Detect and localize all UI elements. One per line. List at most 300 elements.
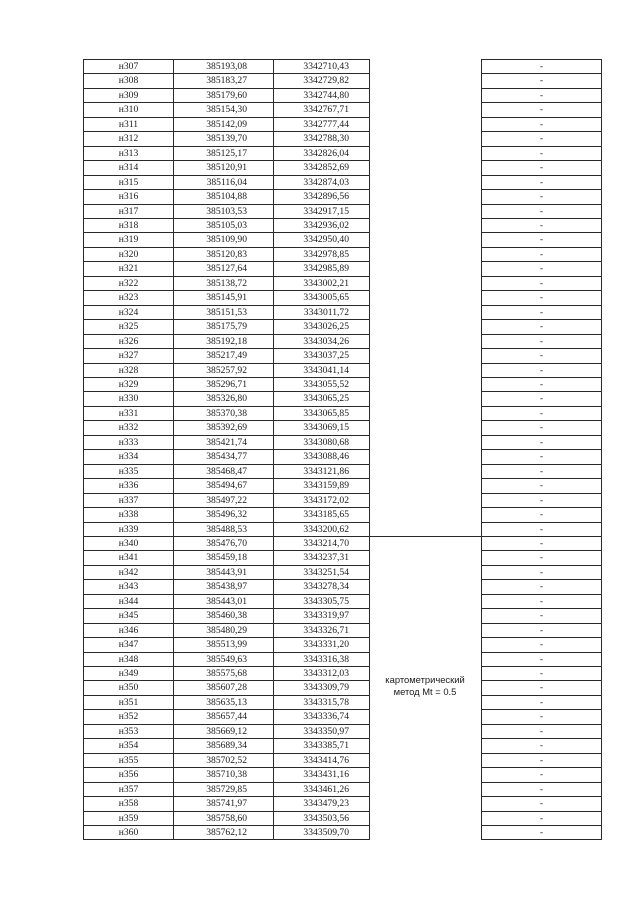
point-id-cell: н317: [84, 204, 174, 218]
x-coordinate-cell: 385758,60: [174, 811, 274, 825]
table-row: [84, 103, 602, 117]
point-id-cell: н348: [84, 652, 174, 666]
point-id-cell: н322: [84, 276, 174, 290]
table-row: [84, 132, 602, 146]
y-coordinate-cell: 3342729,82: [274, 74, 370, 88]
point-id-cell: н314: [84, 161, 174, 175]
table-row: [84, 218, 602, 232]
point-id-cell: н356: [84, 768, 174, 782]
accuracy-cell: -: [482, 724, 602, 738]
table-row: [84, 233, 602, 247]
table-row: [84, 247, 602, 261]
method-cell: [370, 768, 482, 782]
point-id-cell: н319: [84, 233, 174, 247]
accuracy-cell: -: [482, 580, 602, 594]
accuracy-cell: -: [482, 681, 602, 695]
y-coordinate-cell: 3343305,75: [274, 594, 370, 608]
x-coordinate-cell: 385175,79: [174, 320, 274, 334]
x-coordinate-cell: 385657,44: [174, 710, 274, 724]
table-row: [84, 377, 602, 391]
y-coordinate-cell: 3342744,80: [274, 88, 370, 102]
method-cell: [370, 88, 482, 102]
x-coordinate-cell: 385179,60: [174, 88, 274, 102]
accuracy-cell: -: [482, 88, 602, 102]
x-coordinate-cell: 385729,85: [174, 782, 274, 796]
point-id-cell: н329: [84, 377, 174, 391]
y-coordinate-cell: 3343336,74: [274, 710, 370, 724]
point-id-cell: н327: [84, 349, 174, 363]
table-row: [84, 190, 602, 204]
x-coordinate-cell: 385480,29: [174, 623, 274, 637]
y-coordinate-cell: 3342978,85: [274, 247, 370, 261]
accuracy-cell: -: [482, 565, 602, 579]
method-cell: [370, 652, 482, 666]
y-coordinate-cell: 3343414,76: [274, 753, 370, 767]
point-id-cell: н310: [84, 103, 174, 117]
method-cell: [370, 638, 482, 652]
method-cell: [370, 305, 482, 319]
point-id-cell: н355: [84, 753, 174, 767]
x-coordinate-cell: 385138,72: [174, 276, 274, 290]
y-coordinate-cell: 3342950,40: [274, 233, 370, 247]
table-row: [84, 551, 602, 565]
table-row: [84, 421, 602, 435]
method-cell: [370, 464, 482, 478]
accuracy-cell: -: [482, 161, 602, 175]
table-row: [84, 161, 602, 175]
x-coordinate-cell: 385257,92: [174, 363, 274, 377]
method-cell: [370, 262, 482, 276]
accuracy-cell: -: [482, 262, 602, 276]
method-cell: [370, 421, 482, 435]
method-cell: [370, 60, 482, 74]
table-row: [84, 60, 602, 74]
point-id-cell: н333: [84, 435, 174, 449]
x-coordinate-cell: 385127,64: [174, 262, 274, 276]
x-coordinate-cell: 385476,70: [174, 536, 274, 550]
table-row: [84, 681, 602, 695]
x-coordinate-cell: 385710,38: [174, 768, 274, 782]
point-id-cell: н330: [84, 392, 174, 406]
y-coordinate-cell: 3343316,38: [274, 652, 370, 666]
x-coordinate-cell: 385154,30: [174, 103, 274, 117]
method-cell: [370, 522, 482, 536]
accuracy-cell: -: [482, 652, 602, 666]
x-coordinate-cell: 385103,53: [174, 204, 274, 218]
y-coordinate-cell: 3342936,02: [274, 218, 370, 232]
y-coordinate-cell: 3343026,25: [274, 320, 370, 334]
method-cell: [370, 565, 482, 579]
accuracy-cell: -: [482, 305, 602, 319]
accuracy-cell: -: [482, 551, 602, 565]
accuracy-cell: -: [482, 638, 602, 652]
table-row: [84, 406, 602, 420]
x-coordinate-cell: 385635,13: [174, 695, 274, 709]
x-coordinate-cell: 385193,08: [174, 60, 274, 74]
method-cell: [370, 450, 482, 464]
x-coordinate-cell: 385125,17: [174, 146, 274, 160]
x-coordinate-cell: 385142,09: [174, 117, 274, 131]
y-coordinate-cell: 3343309,79: [274, 681, 370, 695]
method-cell: [370, 406, 482, 420]
y-coordinate-cell: 3342917,15: [274, 204, 370, 218]
y-coordinate-cell: 3343385,71: [274, 739, 370, 753]
table-row: [84, 349, 602, 363]
method-cell: [370, 291, 482, 305]
method-cell: [370, 233, 482, 247]
method-cell: [370, 132, 482, 146]
table-row: [84, 811, 602, 825]
y-coordinate-cell: 3343069,15: [274, 421, 370, 435]
accuracy-cell: -: [482, 623, 602, 637]
y-coordinate-cell: 3342896,56: [274, 190, 370, 204]
method-cell: [370, 175, 482, 189]
point-id-cell: н347: [84, 638, 174, 652]
table-row: [84, 291, 602, 305]
method-cell: [370, 493, 482, 507]
accuracy-cell: -: [482, 508, 602, 522]
table-row: [84, 710, 602, 724]
table-row: [84, 753, 602, 767]
table-row: [84, 695, 602, 709]
method-cell: [370, 349, 482, 363]
accuracy-cell: -: [482, 811, 602, 825]
method-cell: [370, 146, 482, 160]
y-coordinate-cell: 3343326,71: [274, 623, 370, 637]
point-id-cell: н335: [84, 464, 174, 478]
accuracy-cell: -: [482, 60, 602, 74]
y-coordinate-cell: 3343461,26: [274, 782, 370, 796]
y-coordinate-cell: 3343002,21: [274, 276, 370, 290]
y-coordinate-cell: 3343315,78: [274, 695, 370, 709]
y-coordinate-cell: 3342788,30: [274, 132, 370, 146]
x-coordinate-cell: 385421,74: [174, 435, 274, 449]
method-cell: [370, 161, 482, 175]
point-id-cell: н351: [84, 695, 174, 709]
method-cell: [370, 508, 482, 522]
point-id-cell: н321: [84, 262, 174, 276]
accuracy-cell: -: [482, 768, 602, 782]
point-id-cell: н352: [84, 710, 174, 724]
table-row: [84, 320, 602, 334]
point-id-cell: н315: [84, 175, 174, 189]
y-coordinate-cell: 3343080,68: [274, 435, 370, 449]
point-id-cell: н345: [84, 609, 174, 623]
method-cell: [370, 753, 482, 767]
x-coordinate-cell: 385741,97: [174, 797, 274, 811]
method-cell: [370, 536, 482, 550]
table-row: [84, 609, 602, 623]
point-id-cell: н316: [84, 190, 174, 204]
accuracy-cell: -: [482, 667, 602, 681]
x-coordinate-cell: 385549,63: [174, 652, 274, 666]
accuracy-cell: -: [482, 695, 602, 709]
method-cell: [370, 204, 482, 218]
table-row: [84, 638, 602, 652]
y-coordinate-cell: 3342710,43: [274, 60, 370, 74]
x-coordinate-cell: 385151,53: [174, 305, 274, 319]
point-id-cell: н309: [84, 88, 174, 102]
y-coordinate-cell: 3343185,65: [274, 508, 370, 522]
method-cell: [370, 739, 482, 753]
point-id-cell: н359: [84, 811, 174, 825]
x-coordinate-cell: 385183,27: [174, 74, 274, 88]
method-cell: [370, 435, 482, 449]
x-coordinate-cell: 385120,91: [174, 161, 274, 175]
y-coordinate-cell: 3342826,04: [274, 146, 370, 160]
point-id-cell: н328: [84, 363, 174, 377]
method-cell: [370, 334, 482, 348]
point-id-cell: н311: [84, 117, 174, 131]
accuracy-cell: -: [482, 291, 602, 305]
y-coordinate-cell: 3343509,70: [274, 826, 370, 840]
y-coordinate-cell: 3343121,86: [274, 464, 370, 478]
point-id-cell: н312: [84, 132, 174, 146]
x-coordinate-cell: 385497,22: [174, 493, 274, 507]
y-coordinate-cell: 3343088,46: [274, 450, 370, 464]
table-row: [84, 623, 602, 637]
table-row: [84, 782, 602, 796]
accuracy-cell: -: [482, 826, 602, 840]
table-row: [84, 88, 602, 102]
accuracy-cell: -: [482, 797, 602, 811]
point-id-cell: н320: [84, 247, 174, 261]
method-cell: [370, 103, 482, 117]
y-coordinate-cell: 3342777,44: [274, 117, 370, 131]
point-id-cell: н354: [84, 739, 174, 753]
table-row: [84, 652, 602, 666]
point-id-cell: н341: [84, 551, 174, 565]
method-cell: [370, 724, 482, 738]
x-coordinate-cell: 385443,91: [174, 565, 274, 579]
table-row: [84, 262, 602, 276]
point-id-cell: н308: [84, 74, 174, 88]
point-id-cell: н358: [84, 797, 174, 811]
x-coordinate-cell: 385459,18: [174, 551, 274, 565]
x-coordinate-cell: 385494,67: [174, 479, 274, 493]
table-row: [84, 276, 602, 290]
method-cell: [370, 710, 482, 724]
accuracy-cell: -: [482, 421, 602, 435]
point-id-cell: н340: [84, 536, 174, 550]
y-coordinate-cell: 3343065,85: [274, 406, 370, 420]
method-cell: [370, 363, 482, 377]
accuracy-cell: -: [482, 175, 602, 189]
y-coordinate-cell: 3343041,14: [274, 363, 370, 377]
y-coordinate-cell: 3343037,25: [274, 349, 370, 363]
method-cell: [370, 392, 482, 406]
table-row: [84, 334, 602, 348]
x-coordinate-cell: 385438,97: [174, 580, 274, 594]
method-cell: [370, 74, 482, 88]
method-cell: [370, 479, 482, 493]
table-row: [84, 493, 602, 507]
table-row: [84, 797, 602, 811]
accuracy-cell: -: [482, 392, 602, 406]
table-row: [84, 768, 602, 782]
point-id-cell: н349: [84, 667, 174, 681]
y-coordinate-cell: 3343172,02: [274, 493, 370, 507]
accuracy-cell: -: [482, 493, 602, 507]
x-coordinate-cell: 385105,03: [174, 218, 274, 232]
method-cell: [370, 797, 482, 811]
accuracy-cell: -: [482, 349, 602, 363]
accuracy-cell: -: [482, 190, 602, 204]
accuracy-cell: -: [482, 103, 602, 117]
y-coordinate-cell: 3343214,70: [274, 536, 370, 550]
table-row: [84, 565, 602, 579]
accuracy-cell: -: [482, 146, 602, 160]
point-id-cell: н342: [84, 565, 174, 579]
table-row: [84, 74, 602, 88]
accuracy-cell: -: [482, 204, 602, 218]
x-coordinate-cell: 385513,99: [174, 638, 274, 652]
point-id-cell: н343: [84, 580, 174, 594]
point-id-cell: н331: [84, 406, 174, 420]
point-id-cell: н360: [84, 826, 174, 840]
y-coordinate-cell: 3343005,65: [274, 291, 370, 305]
method-cell: [370, 811, 482, 825]
y-coordinate-cell: 3343503,56: [274, 811, 370, 825]
x-coordinate-cell: 385575,68: [174, 667, 274, 681]
y-coordinate-cell: 3343431,16: [274, 768, 370, 782]
x-coordinate-cell: 385120,83: [174, 247, 274, 261]
y-coordinate-cell: 3343237,31: [274, 551, 370, 565]
table-row: [84, 522, 602, 536]
x-coordinate-cell: 385702,52: [174, 753, 274, 767]
table-row: [84, 117, 602, 131]
table-row: [84, 464, 602, 478]
method-cell: [370, 623, 482, 637]
method-cell: [370, 320, 482, 334]
method-label-line-1: картометрический: [385, 674, 465, 685]
method-cell: [370, 190, 482, 204]
method-cell: [370, 594, 482, 608]
method-cell: [370, 609, 482, 623]
point-id-cell: н313: [84, 146, 174, 160]
y-coordinate-cell: 3343319,97: [274, 609, 370, 623]
x-coordinate-cell: 385496,32: [174, 508, 274, 522]
coordinates-table: [83, 59, 602, 840]
point-id-cell: н344: [84, 594, 174, 608]
y-coordinate-cell: 3343159,89: [274, 479, 370, 493]
point-id-cell: н337: [84, 493, 174, 507]
y-coordinate-cell: 3343350,97: [274, 724, 370, 738]
table-row: [84, 204, 602, 218]
accuracy-cell: -: [482, 233, 602, 247]
point-id-cell: н346: [84, 623, 174, 637]
x-coordinate-cell: 385370,38: [174, 406, 274, 420]
method-cell: [370, 377, 482, 391]
y-coordinate-cell: 3343251,54: [274, 565, 370, 579]
accuracy-cell: -: [482, 276, 602, 290]
x-coordinate-cell: 385104,88: [174, 190, 274, 204]
method-cell: [370, 580, 482, 594]
accuracy-cell: -: [482, 450, 602, 464]
x-coordinate-cell: 385116,04: [174, 175, 274, 189]
y-coordinate-cell: 3343034,26: [274, 334, 370, 348]
point-id-cell: н324: [84, 305, 174, 319]
accuracy-cell: -: [482, 406, 602, 420]
table-row: [84, 146, 602, 160]
x-coordinate-cell: 385434,77: [174, 450, 274, 464]
table-row: [84, 667, 602, 681]
table-row: [84, 435, 602, 449]
method-label: [369, 674, 481, 698]
accuracy-cell: -: [482, 132, 602, 146]
table-row: [84, 450, 602, 464]
x-coordinate-cell: 385326,80: [174, 392, 274, 406]
point-id-cell: н323: [84, 291, 174, 305]
x-coordinate-cell: 385468,47: [174, 464, 274, 478]
y-coordinate-cell: 3343278,34: [274, 580, 370, 594]
accuracy-cell: -: [482, 464, 602, 478]
accuracy-cell: -: [482, 753, 602, 767]
accuracy-cell: -: [482, 739, 602, 753]
y-coordinate-cell: 3342767,71: [274, 103, 370, 117]
y-coordinate-cell: 3342852,69: [274, 161, 370, 175]
method-cell: [370, 826, 482, 840]
x-coordinate-cell: 385762,12: [174, 826, 274, 840]
accuracy-cell: -: [482, 334, 602, 348]
accuracy-cell: -: [482, 479, 602, 493]
y-coordinate-cell: 3343055,52: [274, 377, 370, 391]
x-coordinate-cell: 385296,71: [174, 377, 274, 391]
x-coordinate-cell: 385217,49: [174, 349, 274, 363]
y-coordinate-cell: 3343479,23: [274, 797, 370, 811]
accuracy-cell: -: [482, 782, 602, 796]
y-coordinate-cell: 3343200,62: [274, 522, 370, 536]
x-coordinate-cell: 385689,34: [174, 739, 274, 753]
point-id-cell: н325: [84, 320, 174, 334]
x-coordinate-cell: 385139,70: [174, 132, 274, 146]
y-coordinate-cell: 3342985,89: [274, 262, 370, 276]
y-coordinate-cell: 3343011,72: [274, 305, 370, 319]
accuracy-cell: -: [482, 609, 602, 623]
accuracy-cell: -: [482, 710, 602, 724]
accuracy-cell: -: [482, 435, 602, 449]
point-id-cell: н350: [84, 681, 174, 695]
method-cell: [370, 276, 482, 290]
y-coordinate-cell: 3343065,25: [274, 392, 370, 406]
x-coordinate-cell: 385145,91: [174, 291, 274, 305]
coordinates-table-body: [84, 60, 602, 840]
table-row: [84, 826, 602, 840]
method-cell: [370, 782, 482, 796]
accuracy-cell: -: [482, 74, 602, 88]
table-row: [84, 479, 602, 493]
method-label-line-2: метод Mt = 0.5: [393, 686, 457, 697]
table-row: [84, 536, 602, 550]
point-id-cell: н338: [84, 508, 174, 522]
table-row: [84, 508, 602, 522]
accuracy-cell: -: [482, 320, 602, 334]
accuracy-cell: -: [482, 536, 602, 550]
accuracy-cell: -: [482, 594, 602, 608]
point-id-cell: н357: [84, 782, 174, 796]
point-id-cell: н326: [84, 334, 174, 348]
accuracy-cell: -: [482, 363, 602, 377]
method-cell: [370, 218, 482, 232]
point-id-cell: н339: [84, 522, 174, 536]
y-coordinate-cell: 3343331,20: [274, 638, 370, 652]
x-coordinate-cell: 385669,12: [174, 724, 274, 738]
point-id-cell: н334: [84, 450, 174, 464]
table-row: [84, 580, 602, 594]
x-coordinate-cell: 385607,28: [174, 681, 274, 695]
point-id-cell: н336: [84, 479, 174, 493]
method-cell: [370, 551, 482, 565]
